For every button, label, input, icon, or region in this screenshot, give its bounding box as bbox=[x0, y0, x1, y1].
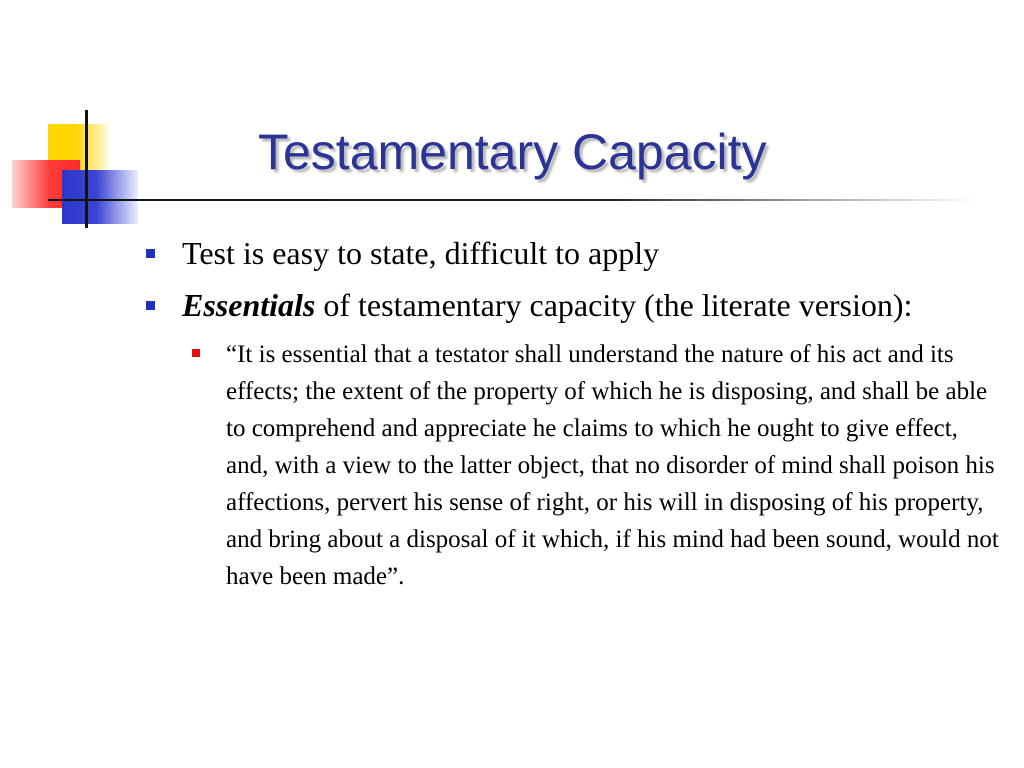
bullet-emphasis: Essentials bbox=[182, 287, 316, 323]
slide-title: Testamentary Capacity bbox=[258, 124, 767, 180]
vertical-rule bbox=[85, 110, 88, 228]
title-underline-rule bbox=[48, 199, 978, 201]
bullet-text: of testamentary capacity (the literate version): bbox=[315, 287, 913, 323]
decorative-logo bbox=[0, 0, 160, 240]
blue-square-decoration bbox=[62, 170, 138, 224]
blue-square-bullet-icon bbox=[146, 301, 155, 310]
bullet-item bbox=[146, 284, 1006, 326]
sub-bullet-text: “It is essential that a testator shall understand the nature of his act and its effects; the extent of the property of which he is disposing, and shall be able to comprehend and appreciate he claims to which he ought to give effect, and, with a view to the latter object, that no disorder of mind shall poison his affections, pervert his sense of right, or his will in disposing of his property, and bring about a disposal of it which, if his mind had been sound, would not have been made”. bbox=[226, 341, 999, 590]
sub-bullet-item bbox=[192, 336, 1006, 595]
slide-body bbox=[146, 232, 1006, 595]
red-square-bullet-icon bbox=[192, 349, 200, 357]
bullet-text: Test is easy to state, difficult to apply bbox=[182, 235, 660, 271]
bullet-item bbox=[146, 232, 1006, 274]
blue-square-bullet-icon bbox=[146, 249, 155, 258]
